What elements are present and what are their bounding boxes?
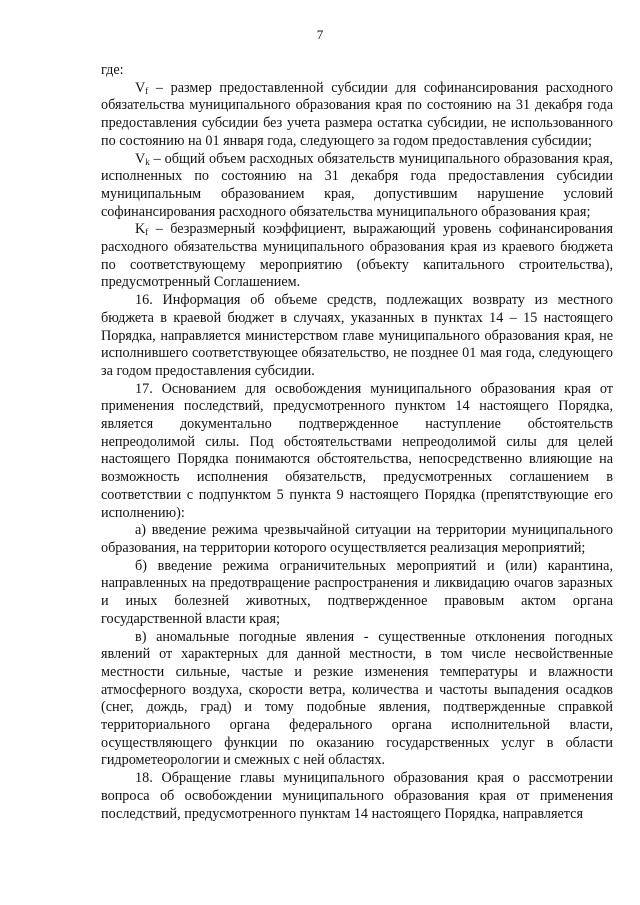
- symbol-vf: $V_f$: [135, 79, 149, 96]
- page-number: 7: [316, 27, 324, 42]
- document-body: [101, 62, 613, 823]
- where-label: где:: [101, 62, 124, 78]
- list-item-v: в) аномальные погодные явления - существенные отклонения погодных явлений от характерных для данной местности, в том числе несвойственные местности сильные, частые и резкие изменения температуры и влажности атмосферного воздуха, скорости ветра, количества и частоты выпадения осадков (снег, дождь, град) и тому подобные явления, подтвержденные справкой территориального органа федерального органа исполнительной власти, осуществляющего функции по оказанию государственных услуг в области гидрометеорологии и смежных с ней областях.: [101, 628, 613, 769]
- paragraph-16: 16. Информация об объеме средств, подлежащих возврату из местного бюджета в краевой бюджет в случаях, указанных в пунктах 14 – 15 настоящего Порядка, направляется министерством главе муниципального образования края, не исполнившего соответствующее обязательство, не позднее 01 мая года, следующего за годом предоставления субсидии.: [101, 292, 613, 379]
- definition-kf: $K_f$ – безразмерный коэффициент, выражающий уровень софинансирования расходного обязательства муниципального образования края из краевого бюджета по соответствующему мероприятию (объекту капитального строительства), предусмотренный Соглашением.: [101, 221, 613, 291]
- paragraph-18: 18. Обращение главы муниципального образования края о рассмотрении вопроса об освобождении муниципального образования края от применения последствий, предусмотренного пунктам 14 настоящего Порядка, направляется: [101, 770, 613, 822]
- definition-vk: $V_k$ – общий объем расходных обязательств муниципального образования края, исполненных по состоянию на 31 декабря года предоставления субсидии муниципальным образованием края, допустившим нарушение условий софинансирования расходного обязательства муниципального образования края;: [101, 150, 613, 220]
- definition-vf: $V_f$ – размер предоставленной субсидии для софинансирования расходного обязательства муниципального образования края по состоянию на 31 декабря года предоставления субсидии без учета размера остатка субсидии, не использованного по состоянию на 01 января года, следующего за годом предоставления субсидии;: [101, 79, 613, 149]
- paragraph-17: 17. Основанием для освобождения муниципального образования края от применения последствий, предусмотренного пунктом 14 настоящего Порядка, является документально подтвержденное наступление обстоятельств непреодолимой силы. Под обстоятельствами непреодолимой силы для целей настоящего Порядка понимаются обстоятельства, непосредственно влияющие на возможность исполнения обязательств, предусмотренных соглашением в соответствии с подпунктом 5 пункта 9 настоящего Порядка (препятствующие его исполнению):: [101, 380, 613, 521]
- symbol-kf: $K_f$: [135, 221, 149, 238]
- list-item-b: б) введение режима ограничительных мероприятий и (или) карантина, направленных на предотвращение распространения и ликвидацию очагов заразных и иных болезней животных, подтвержденное правовым актом органа государственной власти края;: [101, 557, 613, 627]
- symbol-vk: $V_k$: [135, 150, 150, 167]
- list-item-a: а) введение режима чрезвычайной ситуации на территории муниципального образования, на территории которого осуществляется реализация мероприятий;: [101, 522, 613, 556]
